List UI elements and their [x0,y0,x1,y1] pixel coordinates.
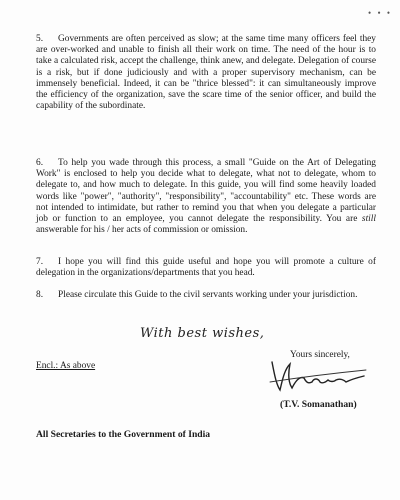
paragraph-text: I hope you will find this guide useful and hope you will promote a culture of delegation in the organizations/departments that you head. [36,257,376,279]
paragraph-5 [36,34,376,112]
paragraph-number: 6. [36,158,44,168]
corner-mark: • • • [368,8,392,18]
paragraph-8 [36,290,376,301]
signature [266,352,370,396]
paragraph-text: Please circulate this Guide to the civil servants working under your jurisdiction. [58,290,358,300]
enclosure-note: Encl.: As above [36,361,96,371]
paragraph-6 [36,158,376,236]
paragraph-text: To help you wade through this process, a small "Guide on the Art of Delegating Work" is enclosed to help you decide what to delegate, what not to delegate, whom to delegate to, and how much to delegate. In this guide, you will find some heavily loaded words like "power", "authority", "responsibility", "accountability" etc. These words are not intended to intimidate, but rather to remind you that when you delegate a particular job or function to an employee, you cannot delegate the responsibility. You are [36,158,376,225]
paragraph-emphasis: still [361,214,376,225]
paragraph-7 [36,257,376,279]
paragraph-number: 8. [36,290,44,300]
paragraph-text: Governments are often perceived as slow; at the same time many officers feel they are over-worked and unable to finish all their work on time. The need of the hour is to take a calculated risk, accept the challenge, think anew, and delegate. Delegation of course is a risk, but if done judiciously and with a proper supervisory mechanism, can be immensely beneficial. Indeed, it can be "thrice blessed": it can simultaneously improve the efficiency of the organization, save the scare time of the senior officer, and build the capability of the subordinate. [36,34,376,112]
paragraph-number: 5. [36,34,44,44]
signer-name: (T.V. Somanathan) [280,399,357,410]
paragraph-text-end: answerable for his / her acts of commission or omission. [36,225,248,236]
handwritten-wishes: With best wishes, [140,326,265,341]
paragraph-number: 7. [36,257,44,267]
closing-salutation: Yours sincerely, [290,350,350,360]
addressee: All Secretaries to the Government of India [36,429,211,440]
